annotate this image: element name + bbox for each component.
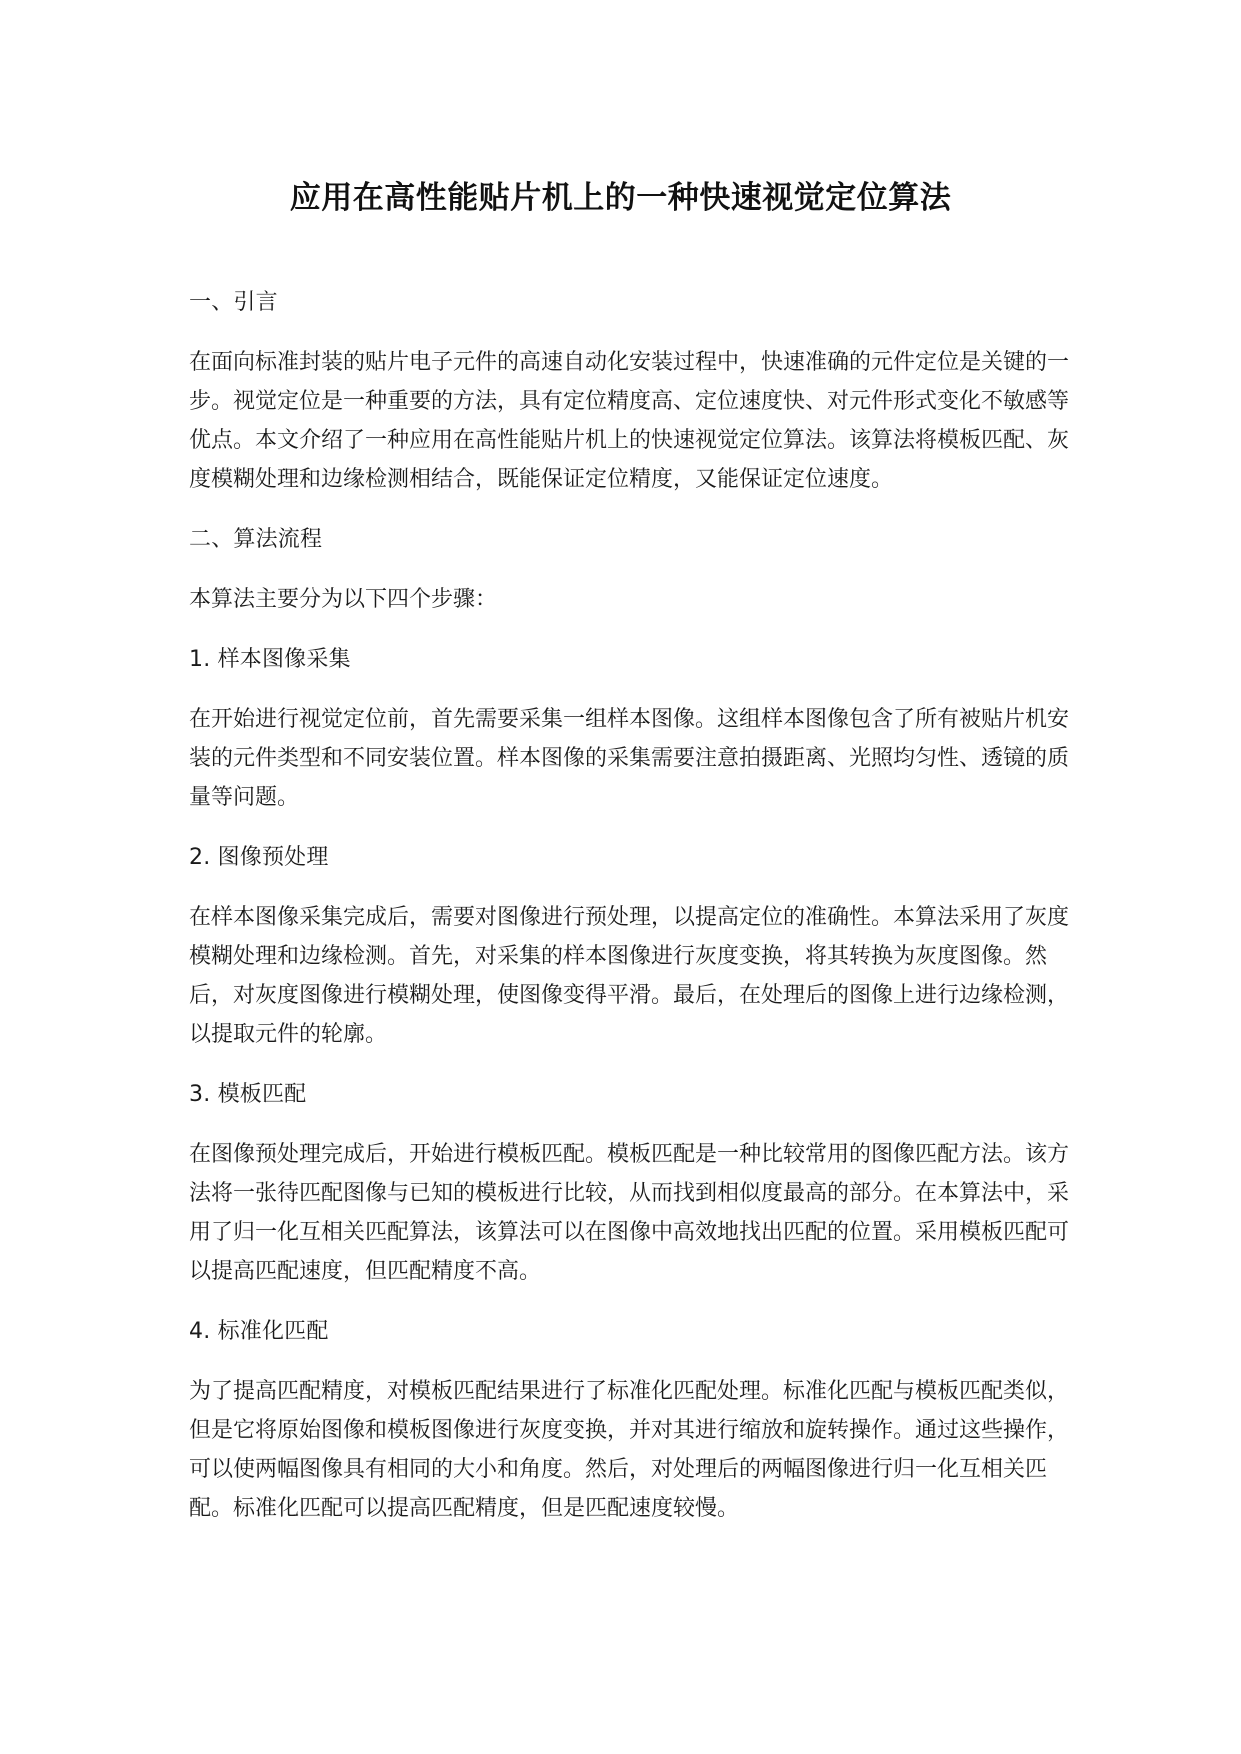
step-heading-normalized-matching: 4. 标准化匹配 [189,1319,329,1344]
document-body [189,283,1069,1549]
document-title: 应用在高性能贴片机上的一种快速视觉定位算法 [289,180,952,216]
paragraph-preprocessing: 在样本图像采集完成后，需要对图像进行预处理，以提高定位的准确性。本算法采用了灰度模糊处理和边缘检测。首先，对采集的样本图像进行灰度变换，将其转换为灰度图像。然后，对灰度图像进行模糊处理，使图像变得平滑。最后，在处理后的图像上进行边缘检测，以提取元件的轮廓。 [189,905,1070,1047]
section-heading-introduction: 一、引言 [189,290,278,315]
paragraph-introduction: 在面向标准封装的贴片电子元件的高速自动化安装过程中，快速准确的元件定位是关键的一步。视觉定位是一种重要的方法，具有定位精度高、定位速度快、对元件形式变化不敏感等优点。本文介绍了一种应用在高性能贴片机上的快速视觉定位算法。该算法将模板匹配、灰度模糊处理和边缘检测相结合，既能保证定位精度，又能保证定位速度。 [189,350,1070,492]
paragraph-steps-intro: 本算法主要分为以下四个步骤： [189,587,498,612]
section-heading-algorithm-flow: 二、算法流程 [189,527,323,552]
step-heading-template-matching: 3. 模板匹配 [189,1082,307,1107]
step-heading-sample-capture: 1. 样本图像采集 [189,647,351,672]
paragraph-sample-capture: 在开始进行视觉定位前，首先需要采集一组样本图像。这组样本图像包含了所有被贴片机安装的元件类型和不同安装位置。样本图像的采集需要注意拍摄距离、光照均匀性、透镜的质量等问题。 [189,707,1070,810]
paragraph-template-matching: 在图像预处理完成后，开始进行模板匹配。模板匹配是一种比较常用的图像匹配方法。该方法将一张待匹配图像与已知的模板进行比较，从而找到相似度最高的部分。在本算法中，采用了归一化互相关匹配算法，该算法可以在图像中高效地找出匹配的位置。采用模板匹配可以提高匹配速度，但匹配精度不高。 [189,1142,1070,1284]
step-heading-preprocessing: 2. 图像预处理 [189,845,329,870]
paragraph-normalized-matching: 为了提高匹配精度，对模板匹配结果进行了标准化匹配处理。标准化匹配与模板匹配类似，但是它将原始图像和模板图像进行灰度变换，并对其进行缩放和旋转操作。通过这些操作，可以使两幅图像具有相同的大小和角度。然后，对处理后的两幅图像进行归一化互相关匹配。标准化匹配可以提高匹配精度，但是匹配速度较慢。 [189,1379,1070,1521]
